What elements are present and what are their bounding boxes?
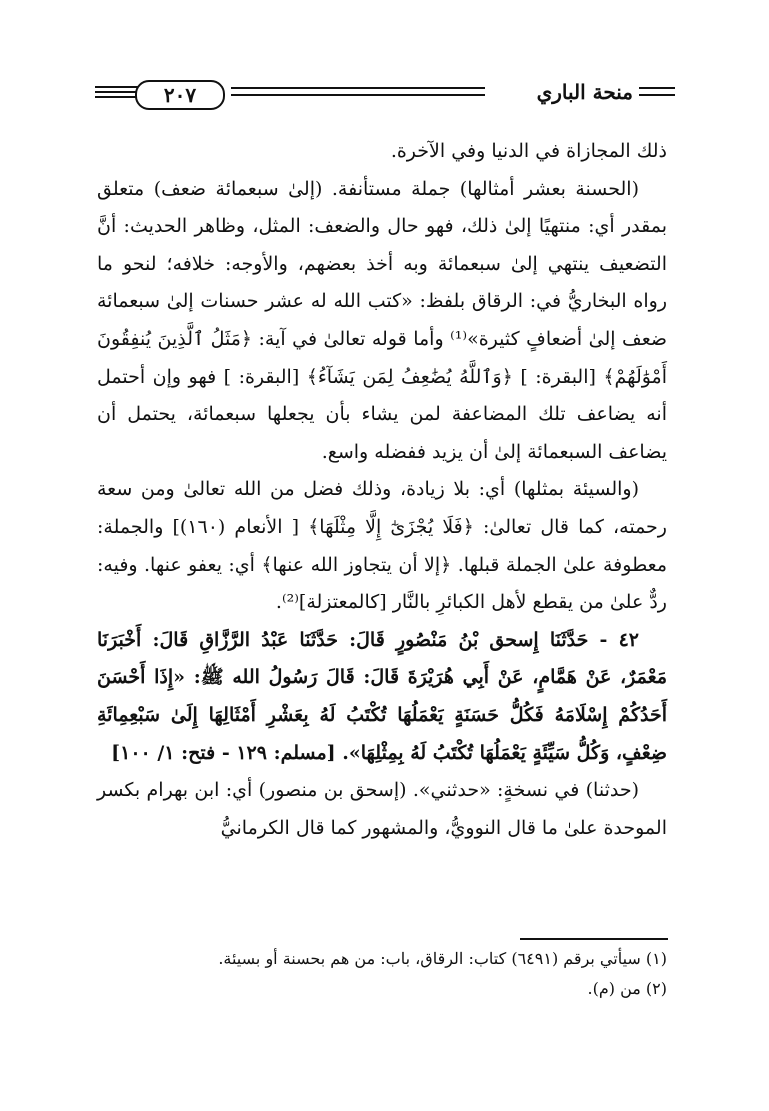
footnote: (١) سيأتي برقم (٦٤٩١) كتاب: الرقاق، باب: من هم بحسنة أو بسيئة.	[218, 949, 667, 968]
page-number: ٢٠٧	[135, 80, 225, 110]
paragraph: (الحسنة بعشر أمثالها) جملة مستأنفة. (إلىٰ سبعمائة ضعف) متعلق بمقدر أي: منتهيًا إلىٰ ذلك، فهو حال والضعف: المثل، وظاهر الحديث: أنَّ التضعيف ينتهي إلىٰ سبعمائة وبه أخذ بعضهم، والأوجه: خلافه؛ لنحو ما رواه البخاريُّ في: الرقاق بلفظ: «كتب الله له عشر حسنات إلىٰ سبعمائة ضعف إلىٰ أضعافٍ كثيرة»⁽¹⁾ وأما قوله تعالىٰ في آية: ﴿مَثَلُ ٱلَّذِينَ يُنفِقُونَ أَمْوَٰلَهُمْ﴾ [البقرة: ] ﴿وَٱللَّهُ يُضَٰعِفُ لِمَن يَشَآءُ﴾ [البقرة: ] فهو وإن أحتمل أنه يضاعف تلك المضاعفة لمن يشاء بأن يجعلها سبعمائة، يحتمل أن يضاعف السبعمائة إلىٰ أن يزيد ففضله واسع.	[97, 177, 668, 463]
header-rule	[231, 94, 485, 96]
header-rule	[95, 96, 139, 98]
footnotes	[97, 944, 667, 1004]
book-title: منحة الباري	[536, 80, 633, 104]
header-rule	[639, 94, 675, 96]
footnote-separator	[520, 938, 668, 940]
header-rule	[95, 91, 139, 93]
paragraph: (حدثنا) في نسخةٍ: «حدثني». (إسحق بن منصور) أي: ابن بهرام بكسر الموحدة علىٰ ما قال النوويُّ، والمشهور كما قال الكرمانيُّ	[97, 779, 667, 839]
header-rule	[231, 87, 485, 89]
page-header	[95, 72, 675, 112]
footnote: (٢) من (م).	[587, 979, 667, 998]
hadith-text: ٤٢ - حَدَّثَنَا إِسحق بْنُ مَنْصُورٍ قَالَ: حَدَّثَنَا عَبْدُ الرَّزَّاقِ قَالَ: أَخْبَرَنَا مَعْمَرٌ، عَنْ هَمَّامٍ، عَنْ أَبِي هُرَيْرَةَ قَالَ: قَالَ رَسُولُ الله ﷺ: «إِذَا أَحْسَنَ أَحَدُكُمْ إِسْلَامَهُ فَكُلُّ حَسَنَةٍ يَعْمَلُهَا تُكْتَبُ لَهُ بِعَشْرِ أَمْثَالِهَا إِلَىٰ سَبْعِمِائَةِ ضِعْفٍ، وَكُلُّ سَيِّئَةٍ يَعْمَلُهَا تُكْتَبُ لَهُ بِمِثْلِهَا». [مسلم: ١٢٩ - فتح: ١/ ١٠٠]	[97, 628, 667, 764]
paragraph: ذلك المجازاة في الدنيا وفي الآخرة.	[390, 140, 667, 162]
header-rule	[95, 86, 139, 88]
paragraph: (والسيئة بمثلها) أي: بلا زيادة، وذلك فضل من الله تعالىٰ ومن سعة رحمته، كما قال تعالىٰ: ﴿فَلَا يُجْزَىٰٓ إِلَّا مِثْلَهَا﴾ [ الأنعام (١٦٠)] والجملة: معطوفة علىٰ الجملة قبلها. ﴿إلا أن يتجاوز الله عنها﴾ أي: يعفو عنها. وفيه: ردٌّ علىٰ من يقطع لأهل الكبائرِ بالنَّار [كالمعتزلة]⁽²⁾.	[97, 478, 667, 614]
body-text	[97, 133, 667, 847]
header-rule	[639, 87, 675, 89]
